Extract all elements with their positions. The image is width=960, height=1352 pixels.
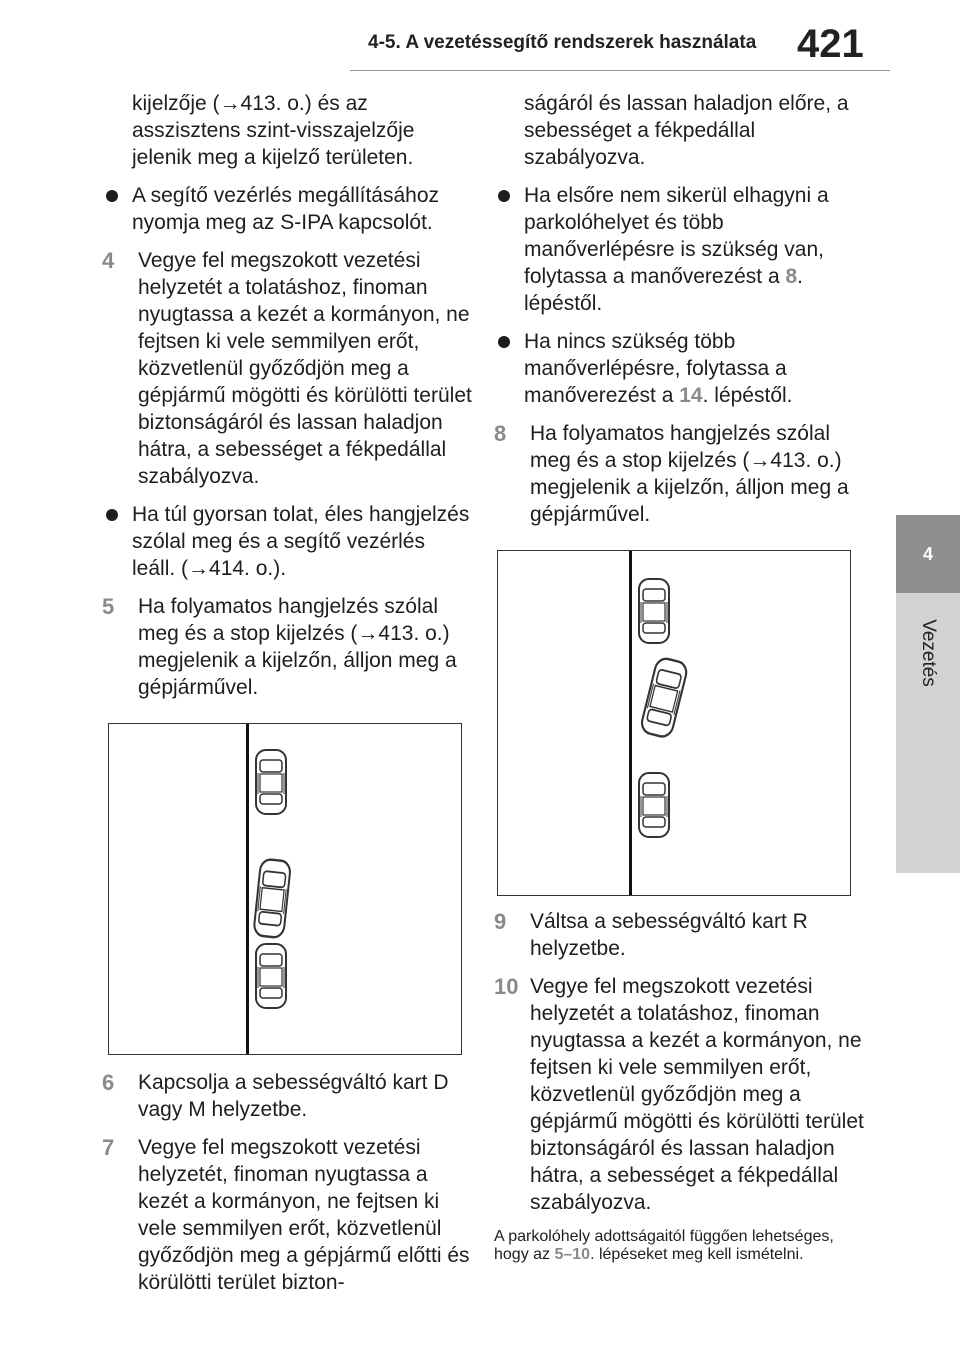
section-title: 4-5. A vezetéssegítő rendszerek használata [368,32,757,53]
step-text: Vegye fel megszokott vezetési helyzetét a tolatáshoz, finoman nyugtassa a kezét a kormányon, ne fejtsen ki vele semmilyen erőt, közvetlenül győződjön meg a gépjármű mögötti és körülötti terület biztonságáról és lassan haladjon hátra, a sebességet a fékpedállal szabályozva. [138,249,472,488]
chapter-number-tab: 4 [896,515,960,593]
parking-diagram-2 [497,550,851,896]
bullet-text: Ha túl gyorsan tolat, éles hangjelzés szólal meg és a segítő vezérlés leáll. (→414. o.). [132,503,470,580]
note-text-pre: A parkolóhely adottságaitól függően lehetséges, hogy az [494,1228,834,1263]
step-4 [102,247,472,490]
step-reference: 8 [785,265,798,288]
bullet-text: A segítő vezérlés megállításához nyomja meg az S-IPA kapcsolót. [132,184,440,234]
page-number: 421 [797,22,864,66]
step-reference: 5–10 [554,1246,591,1263]
parked-car-bottom [639,773,669,837]
note-text [494,1228,864,1264]
parking-cars-illustration [109,724,461,1054]
bullet-item [494,328,864,409]
step-text: Ha folyamatos hangjelzés szólal meg és a stop kijelzés (→413. o.) megjelenik a kijelzőn, álljon meg a gépjárművel. [138,595,457,699]
step-text: Vegye fel megszokott vezetési helyzetét, finoman nyugtassa a kezét a kormányon, ne fejtsen ki vele semmilyen erőt, közvetlenül győződjön meg a gépjármű előtti és körülötti terület bizton- [138,1136,470,1294]
bullet-item [494,182,864,317]
step-text: Váltsa a sebességváltó kart R helyzetbe. [530,910,808,960]
step-number: 5 [102,594,115,619]
continued-text: ságáról és lassan haladjon előre, a sebességet a fékpedállal szabályozva. [524,92,849,169]
step-7 [102,1134,472,1296]
bullet-dot-icon [498,190,510,202]
continued-text: kijelzője (→413. o.) és az asszisztens szint-visszajelzője jelenik meg a kijelző területen. [132,92,415,169]
maneuvering-car [640,657,689,739]
bullet-text-pre: Ha nincs szükség több manőverlépésre, folytassa a manőverezést a [524,330,787,407]
step-reference: 14 [679,384,703,407]
bullet-item [102,182,472,236]
parked-car-top [256,750,286,814]
parking-diagram-1 [108,723,462,1055]
bullet-dot-icon [106,509,118,521]
step-5 [102,593,472,701]
bullet-item [102,501,472,582]
parked-car-top [639,579,669,643]
note-text-post: . lépéseket meg kell ismételni. [590,1246,804,1263]
bullet-dot-icon [498,336,510,348]
step-number: 4 [102,248,115,273]
left-column [102,90,472,1296]
header-divider [350,70,890,71]
step-number: 8 [494,421,507,446]
step-9 [494,908,864,962]
step-text: Ha folyamatos hangjelzés szólal meg és a stop kijelzés (→413. o.) megjelenik a kijelzőn, álljon meg a gépjárművel. [530,422,849,526]
step-number: 6 [102,1070,115,1095]
step-8 [494,420,864,528]
step-number: 7 [102,1135,115,1160]
step-text: Vegye fel megszokott vezetési helyzetét a tolatáshoz, finoman nyugtassa a kezét a kormányon, ne fejtsen ki vele semmilyen erőt, közvetlenül győződjön meg a gépjármű mögötti és körülötti terület biztonságáról és lassan haladjon hátra, a sebességet a fékpedállal szabályozva. [530,975,864,1214]
parking-cars-illustration [498,551,850,895]
right-column [494,90,864,1264]
step-text: Kapcsolja a sebességváltó kart D vagy M helyzetbe. [138,1071,449,1121]
maneuvering-car [253,859,291,939]
bullet-text-pre: Ha elsőre nem sikerül elhagyni a parkolóhelyet és több manőverlépésre is szükség van, folytassa a manőverezést a [524,184,829,288]
bullet-text-post: . lépéstől. [524,265,803,315]
step-10 [494,973,864,1216]
bullet-text-post: . lépéstől. [702,384,793,407]
parked-car-bottom [256,944,286,1008]
chapter-side-tab [896,593,960,873]
step-6 [102,1069,472,1123]
bullet-dot-icon [106,190,118,202]
chapter-name: Vezetés [918,619,940,687]
step-number: 9 [494,909,507,934]
step-number: 10 [494,974,519,999]
